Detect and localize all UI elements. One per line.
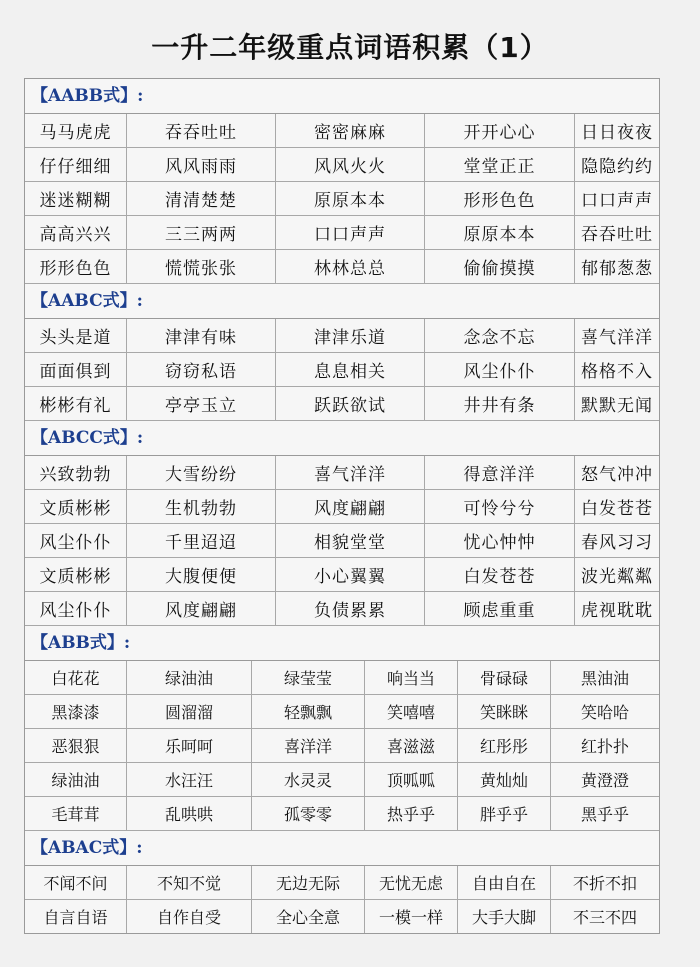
word-cell: 大手大脚 <box>458 900 551 933</box>
word-cell: 不知不觉 <box>127 866 252 899</box>
word-cell: 千里迢迢 <box>127 524 276 557</box>
word-cell: 风风火火 <box>276 148 425 181</box>
word-cell: 格格不入 <box>581 362 653 382</box>
word-cell: 大腹便便 <box>127 558 276 591</box>
word-cell: 小心翼翼 <box>276 558 425 591</box>
word-cell: 津津乐道 <box>276 319 425 352</box>
word-cell: 一模一样 <box>365 900 458 933</box>
word-cell: 笑哈哈 <box>580 703 629 722</box>
word-cell: 郁郁葱葱 <box>581 259 653 279</box>
word-cell: 忧心忡忡 <box>425 524 575 557</box>
word-cell: 负债累累 <box>276 592 425 625</box>
table-row <box>25 558 659 592</box>
table-row <box>25 182 659 216</box>
word-cell: 可怜兮兮 <box>425 490 575 523</box>
word-cell: 水汪汪 <box>127 763 252 796</box>
word-cell: 风度翩翩 <box>127 592 276 625</box>
word-cell: 井井有条 <box>425 387 575 420</box>
word-cell: 顾虑重重 <box>425 592 575 625</box>
word-cell: 马马虎虎 <box>25 114 127 147</box>
table-row <box>25 216 659 250</box>
table-row <box>25 353 659 387</box>
word-cell: 原原本本 <box>276 182 425 215</box>
word-cell: 绿油油 <box>127 661 252 694</box>
section-header: 【ABB式】: <box>25 626 659 661</box>
word-cell: 慌慌张张 <box>127 250 276 283</box>
word-cell: 亭亭玉立 <box>127 387 276 420</box>
table-row <box>25 148 659 182</box>
word-cell: 文质彬彬 <box>25 490 127 523</box>
word-cell: 迷迷糊糊 <box>25 182 127 215</box>
word-cell: 不折不扣 <box>572 874 637 893</box>
word-cell: 绿莹莹 <box>252 661 365 694</box>
word-cell: 息息相关 <box>276 353 425 386</box>
word-cell: 风尘仆仆 <box>25 524 127 557</box>
word-cell: 喜滋滋 <box>365 729 458 762</box>
word-cell: 喜气洋洋 <box>276 456 425 489</box>
word-cell: 原原本本 <box>425 216 575 249</box>
table-row <box>25 456 659 490</box>
word-cell: 虎视耽耽 <box>581 601 653 621</box>
page-title: 一升二年级重点词语积累（1） <box>151 31 549 64</box>
word-cell: 孤零零 <box>252 797 365 830</box>
table-row <box>25 900 659 933</box>
word-cell: 跃跃欲试 <box>276 387 425 420</box>
word-cell: 圆溜溜 <box>127 695 252 728</box>
word-cell: 黑漆漆 <box>25 695 127 728</box>
word-cell: 笑嘻嘻 <box>365 695 458 728</box>
word-cell: 开开心心 <box>425 114 575 147</box>
word-cell: 黑乎乎 <box>580 805 629 824</box>
word-cell: 恶狠狠 <box>25 729 127 762</box>
table-row <box>25 524 659 558</box>
word-cell: 波光粼粼 <box>581 567 653 587</box>
word-cell: 热乎乎 <box>365 797 458 830</box>
word-cell: 头头是道 <box>25 319 127 352</box>
word-cell: 相貌堂堂 <box>276 524 425 557</box>
word-cell: 口口声声 <box>276 216 425 249</box>
word-cell: 红扑扑 <box>580 737 629 756</box>
word-cell: 高高兴兴 <box>25 216 127 249</box>
word-cell: 无忧无虑 <box>365 866 458 899</box>
word-cell: 念念不忘 <box>425 319 575 352</box>
section-header: 【ABAC式】: <box>25 831 659 866</box>
word-cell: 形形色色 <box>425 182 575 215</box>
word-cell: 顶呱呱 <box>365 763 458 796</box>
word-cell: 风风雨雨 <box>127 148 276 181</box>
table-row <box>25 490 659 524</box>
table-row <box>25 387 659 421</box>
word-cell: 白花花 <box>25 661 127 694</box>
word-cell: 风度翩翩 <box>276 490 425 523</box>
word-cell: 胖乎乎 <box>458 797 551 830</box>
word-cell: 喜气洋洋 <box>581 328 653 348</box>
section-header: 【AABB式】: <box>25 79 659 114</box>
word-cell: 黑油油 <box>580 669 629 688</box>
table-row <box>25 661 659 695</box>
word-cell: 骨碌碌 <box>458 661 551 694</box>
table-row <box>25 319 659 353</box>
word-cell: 生机勃勃 <box>127 490 276 523</box>
word-cell: 密密麻麻 <box>276 114 425 147</box>
word-cell: 隐隐约约 <box>581 157 653 177</box>
word-cell: 乐呵呵 <box>127 729 252 762</box>
word-cell: 三三两两 <box>127 216 276 249</box>
section-header: 【AABC式】: <box>25 284 659 319</box>
word-cell: 红彤彤 <box>458 729 551 762</box>
word-cell: 偷偷摸摸 <box>425 250 575 283</box>
word-cell: 兴致勃勃 <box>25 456 127 489</box>
word-cell: 彬彬有礼 <box>25 387 127 420</box>
word-cell: 白发苍苍 <box>425 558 575 591</box>
word-cell: 笑眯眯 <box>458 695 551 728</box>
table-row <box>25 114 659 148</box>
word-cell: 毛茸茸 <box>25 797 127 830</box>
word-cell: 水灵灵 <box>252 763 365 796</box>
word-cell: 清清楚楚 <box>127 182 276 215</box>
word-cell: 吞吞吐吐 <box>581 225 653 245</box>
word-cell: 无边无际 <box>252 866 365 899</box>
table-row <box>25 592 659 626</box>
word-cell: 堂堂正正 <box>425 148 575 181</box>
word-cell: 面面俱到 <box>25 353 127 386</box>
table-row <box>25 763 659 797</box>
word-cell: 林林总总 <box>276 250 425 283</box>
section-header: 【ABCC式】: <box>25 421 659 456</box>
word-cell: 得意洋洋 <box>425 456 575 489</box>
word-cell: 窃窃私语 <box>127 353 276 386</box>
word-cell: 怒气冲冲 <box>581 465 653 485</box>
word-cell: 响当当 <box>365 661 458 694</box>
word-cell: 绿油油 <box>25 763 127 796</box>
word-cell: 吞吞吐吐 <box>127 114 276 147</box>
word-cell: 仔仔细细 <box>25 148 127 181</box>
word-cell: 津津有味 <box>127 319 276 352</box>
table-row <box>25 797 659 831</box>
word-cell: 自作自受 <box>127 900 252 933</box>
word-cell: 全心全意 <box>252 900 365 933</box>
table-row <box>25 729 659 763</box>
word-cell: 风尘仆仆 <box>25 592 127 625</box>
word-cell: 白发苍苍 <box>581 499 653 519</box>
word-cell: 黄澄澄 <box>580 771 629 790</box>
word-cell: 文质彬彬 <box>25 558 127 591</box>
table-row <box>25 695 659 729</box>
word-cell: 喜洋洋 <box>252 729 365 762</box>
table-row <box>25 866 659 900</box>
word-cell: 形形色色 <box>25 250 127 283</box>
word-cell: 轻飘飘 <box>252 695 365 728</box>
word-cell: 日日夜夜 <box>581 123 653 143</box>
word-cell: 不三不四 <box>572 908 637 927</box>
table-row <box>25 250 659 284</box>
word-cell: 不闻不问 <box>25 866 127 899</box>
word-cell: 自言自语 <box>25 900 127 933</box>
word-cell: 大雪纷纷 <box>127 456 276 489</box>
word-cell: 自由自在 <box>458 866 551 899</box>
word-cell: 春风习习 <box>581 533 653 553</box>
word-cell: 乱哄哄 <box>127 797 252 830</box>
word-cell: 口口声声 <box>581 191 653 211</box>
word-cell: 默默无闻 <box>581 396 653 416</box>
word-cell: 风尘仆仆 <box>425 353 575 386</box>
word-cell: 黄灿灿 <box>458 763 551 796</box>
word-table <box>24 78 660 934</box>
